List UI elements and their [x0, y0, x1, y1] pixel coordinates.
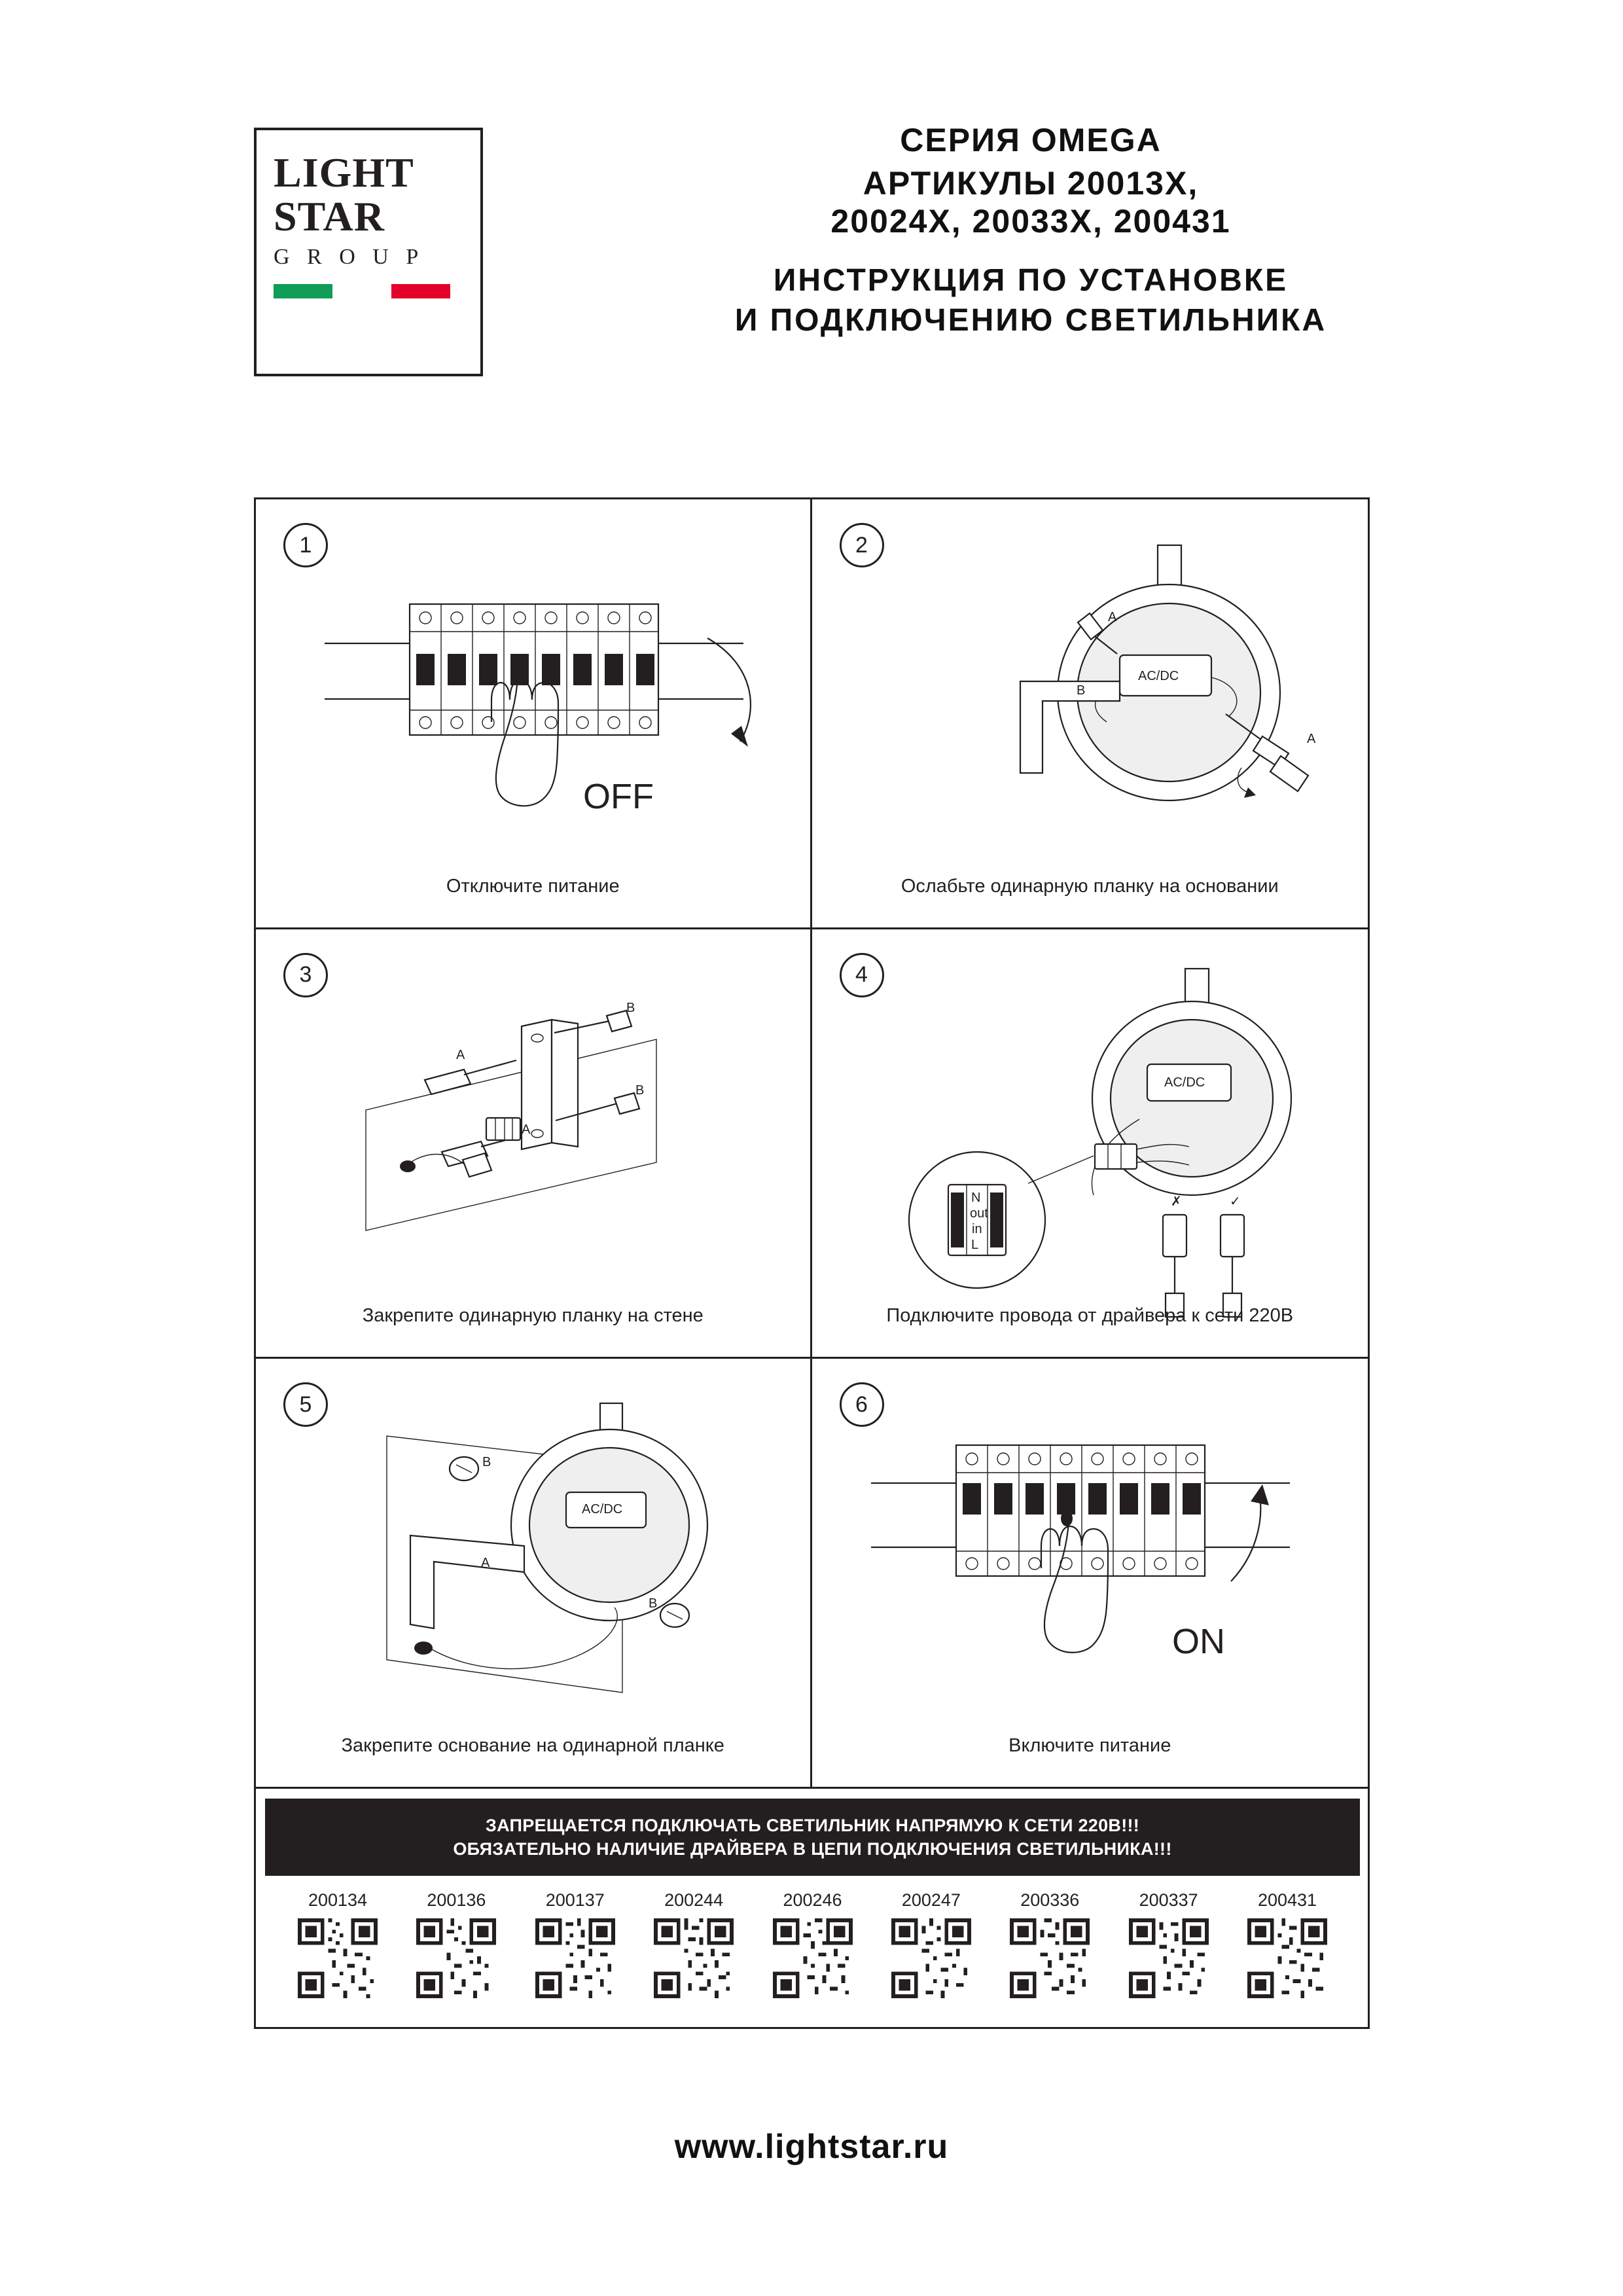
warning-banner: [265, 1799, 1360, 1876]
logo-text-group: G R O U P: [274, 245, 425, 270]
step-4-mark-right: ✓: [1229, 1194, 1241, 1209]
qr-item: [645, 1890, 743, 2021]
step-4-terminal-in: in: [971, 1221, 982, 1236]
qr-label: 200336: [1020, 1890, 1080, 1910]
qr-label: 200431: [1257, 1890, 1317, 1910]
step-4-driver-label: AC/DC: [1164, 1075, 1205, 1090]
qr-code-image[interactable]: [1010, 1918, 1090, 1998]
step-2-driver-label: AC/DC: [1137, 669, 1179, 683]
instruction-panel: [254, 497, 1370, 2029]
warning-line-2: ОБЯЗАТЕЛЬНО НАЛИЧИЕ ДРАЙВЕРА В ЦЕПИ ПОДКЛЮЧЕНИЯ СВЕТИЛЬНИКА!!!: [453, 1839, 1172, 1859]
document-header: [0, 121, 1623, 409]
step-number-5: 5: [283, 1382, 328, 1427]
footer-website[interactable]: www.lightstar.ru: [674, 2128, 949, 2166]
step-4-terminal-l: L: [971, 1237, 978, 1252]
qr-label: 200337: [1139, 1890, 1198, 1910]
step-cell-4: [812, 929, 1368, 1359]
step-2-label-b: B: [1076, 683, 1085, 698]
qr-label: 200134: [308, 1890, 368, 1910]
step-number-2: 2: [840, 523, 884, 567]
instruction-line-1: ИНСТРУКЦИЯ ПО УСТАНОВКЕ: [773, 263, 1289, 298]
step-cell-6: [812, 1359, 1368, 1789]
step-3-label-a1: A: [456, 1047, 465, 1062]
step-cell-1: [256, 499, 812, 929]
qr-code-image[interactable]: [298, 1918, 378, 1998]
document-title-block: [622, 121, 1440, 338]
step-3-label-b2: B: [635, 1083, 645, 1098]
warning-line-1: ЗАПРЕЩАЕТСЯ ПОДКЛЮЧАТЬ СВЕТИЛЬНИК НАПРЯМУЮ К СЕТИ 220В!!!: [485, 1815, 1140, 1835]
series-title: СЕРИЯ OMEGA: [900, 122, 1162, 158]
step-1-illustration: [256, 526, 810, 879]
step-5-label-b2: B: [649, 1596, 658, 1611]
step-number-4: 4: [840, 953, 884, 997]
article-line-2: 20024Х, 20033Х, 200431: [830, 203, 1231, 240]
step-caption-3: Закрепите одинарную планку на стене: [362, 1305, 704, 1327]
step-number-1: 1: [283, 523, 328, 567]
step-1-art-label: OFF: [583, 777, 654, 816]
qr-code-image[interactable]: [891, 1918, 971, 1998]
qr-code-image[interactable]: [1247, 1918, 1327, 1998]
step-3-illustration: [256, 956, 810, 1309]
step-2-illustration: [812, 526, 1368, 879]
step-4-mark-wrong: ✗: [1170, 1194, 1182, 1209]
step-caption-2: Ослабьте одинарную планку на основании: [901, 875, 1279, 897]
step-6-illustration: [812, 1385, 1368, 1738]
qr-item: [1238, 1890, 1336, 2021]
step-cell-2: [812, 499, 1368, 929]
step-caption-4: Подключите провода от драйвера к сети 220В: [886, 1305, 1294, 1327]
qr-item: [407, 1890, 505, 2021]
qr-label: 200136: [427, 1890, 486, 1910]
logo-text-star: STAR: [274, 192, 385, 240]
step-5-driver-label: AC/DC: [582, 1502, 623, 1517]
qr-label: 200137: [545, 1890, 605, 1910]
italian-flag-icon: [274, 284, 450, 298]
qr-item: [526, 1890, 624, 2021]
step-number-3: 3: [283, 953, 328, 997]
step-cell-5: [256, 1359, 812, 1789]
qr-code-image[interactable]: [654, 1918, 734, 1998]
qr-item: [1120, 1890, 1218, 2021]
steps-grid: [256, 499, 1368, 1789]
qr-code-strip: [265, 1890, 1360, 2021]
step-number-6: 6: [840, 1382, 884, 1427]
instruction-line-2: И ПОДКЛЮЧЕНИЮ СВЕТИЛЬНИКА: [734, 303, 1327, 338]
qr-label: 200247: [901, 1890, 961, 1910]
step-5-label-a: A: [481, 1556, 490, 1571]
step-cell-3: [256, 929, 812, 1359]
step-2-label-a1: A: [1107, 610, 1116, 624]
brand-logo: [254, 128, 483, 376]
qr-code-image[interactable]: [416, 1918, 496, 1998]
qr-label: 200244: [664, 1890, 724, 1910]
step-6-art-label: ON: [1171, 1622, 1225, 1662]
step-5-illustration: [256, 1385, 810, 1738]
step-2-label-a2: A: [1306, 732, 1315, 746]
step-4-terminal-n-out: N: [971, 1190, 980, 1205]
step-4-illustration: [812, 956, 1368, 1309]
step-caption-5: Закрепите основание на одинарной планке: [341, 1735, 724, 1756]
qr-item: [882, 1890, 980, 2021]
step-3-label-b1: B: [626, 1000, 635, 1015]
qr-label: 200246: [783, 1890, 842, 1910]
qr-code-image[interactable]: [1129, 1918, 1209, 1998]
logo-text-light: LIGHT: [274, 149, 414, 196]
step-4-terminal-out: out: [969, 1206, 988, 1221]
step-5-label-b1: B: [482, 1455, 491, 1470]
qr-item: [1001, 1890, 1099, 2021]
qr-code-image[interactable]: [773, 1918, 853, 1998]
article-line-1: АРТИКУЛЫ 20013Х,: [863, 165, 1199, 202]
step-3-label-a2: A: [522, 1122, 531, 1137]
qr-item: [289, 1890, 387, 2021]
qr-item: [764, 1890, 862, 2021]
qr-code-image[interactable]: [535, 1918, 615, 1998]
step-caption-1: Отключите питание: [446, 875, 620, 897]
step-caption-6: Включите питание: [1008, 1735, 1171, 1756]
